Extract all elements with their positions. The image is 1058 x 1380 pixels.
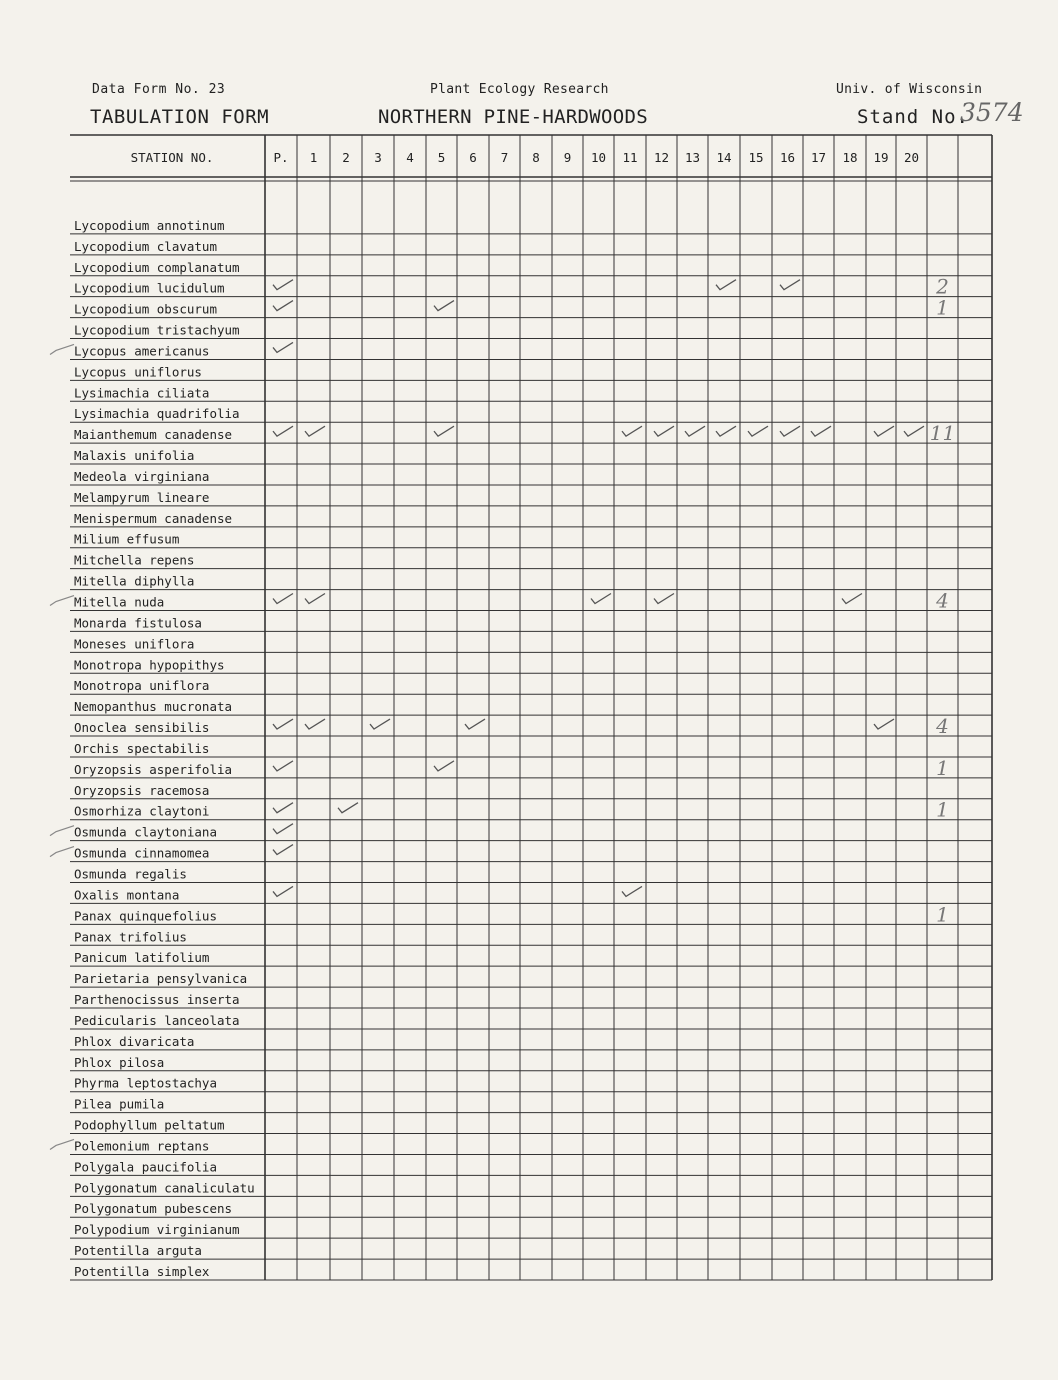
stand-label: Stand No. xyxy=(857,106,969,128)
species-name: Parietaria pensylvanica xyxy=(74,971,248,987)
station-number-header: STATION NO. xyxy=(130,150,214,165)
species-name: Menispermum canadense xyxy=(74,510,233,526)
species-name: Phyrma leptostachya xyxy=(74,1075,217,1091)
species-name: Malaxis unifolia xyxy=(74,448,195,464)
check-mark xyxy=(654,426,674,436)
station-column-header: 17 xyxy=(810,150,827,165)
species-name: Polygonatum canaliculatu xyxy=(74,1180,255,1196)
check-mark xyxy=(370,719,390,729)
species-name: Milium effusum xyxy=(74,531,180,547)
check-mark xyxy=(874,719,894,729)
species-name: Lycopodium complanatum xyxy=(74,259,240,275)
station-column-header: 4 xyxy=(406,150,414,165)
check-mark xyxy=(273,426,293,436)
station-column-header: 8 xyxy=(532,150,540,165)
species-name: Monarda fistulosa xyxy=(74,615,202,631)
margin-check-mark xyxy=(50,826,74,836)
check-mark xyxy=(842,594,862,604)
check-mark xyxy=(273,280,293,290)
station-tally: 4 xyxy=(936,714,949,739)
station-column-header: 5 xyxy=(437,150,446,165)
check-mark xyxy=(465,719,485,729)
species-name: Pedicularis lanceolata xyxy=(74,1012,240,1028)
check-mark xyxy=(338,803,358,813)
species-name: Mitella diphylla xyxy=(74,573,195,589)
species-name: Mitella nuda xyxy=(74,594,165,610)
check-mark xyxy=(874,426,894,436)
station-column-header: 18 xyxy=(842,150,858,165)
station-column-header: 16 xyxy=(779,150,796,165)
check-mark xyxy=(305,426,325,436)
check-mark xyxy=(273,719,293,729)
station-tally: 2 xyxy=(936,274,949,299)
species-name: Lycopodium obscurum xyxy=(74,301,217,317)
species-name: Panicum latifolium xyxy=(74,950,210,966)
species-name: Lycopodium lucidulum xyxy=(74,280,225,296)
station-column-header: 1 xyxy=(309,150,318,165)
species-name: Potentilla simplex xyxy=(74,1264,210,1279)
species-name: Osmunda regalis xyxy=(74,866,187,882)
check-mark xyxy=(305,594,325,604)
station-column-header: 9 xyxy=(563,150,572,165)
species-name: Polygonatum pubescens xyxy=(74,1201,233,1217)
station-column-header: 10 xyxy=(590,150,607,165)
station-column-header: 14 xyxy=(716,150,732,165)
check-mark xyxy=(716,280,736,290)
check-mark xyxy=(685,426,705,436)
form-number: Data Form No. 23 xyxy=(92,82,226,97)
check-mark xyxy=(654,594,674,604)
station-column-header: 2 xyxy=(342,150,350,165)
species-name: Lycopus americanus xyxy=(74,343,210,359)
station-tally: 1 xyxy=(936,295,949,320)
check-mark xyxy=(434,761,454,771)
species-name: Podophyllum peltatum xyxy=(74,1117,225,1133)
check-mark xyxy=(434,426,454,436)
species-name: Lycopus uniflorus xyxy=(74,364,202,380)
check-mark xyxy=(273,886,293,896)
species-name: Oryzopsis racemosa xyxy=(74,782,210,798)
check-mark xyxy=(273,761,293,771)
species-name: Monotropa hypopithys xyxy=(74,657,225,673)
check-mark xyxy=(716,426,736,436)
species-name: Pilea pumila xyxy=(74,1096,165,1112)
margin-check-mark xyxy=(50,847,74,857)
species-name: Onoclea sensibilis xyxy=(74,720,210,736)
check-mark xyxy=(305,719,325,729)
check-mark xyxy=(904,426,924,436)
species-name: Lysimachia quadrifolia xyxy=(74,406,240,422)
station-tally: 1 xyxy=(936,797,949,822)
station-column-header: 7 xyxy=(500,150,509,165)
check-mark xyxy=(622,426,642,436)
species-name: Phlox pilosa xyxy=(74,1054,165,1070)
station-column-header: 12 xyxy=(653,150,670,165)
species-name: Polemonium reptans xyxy=(74,1138,210,1154)
station-tally: 1 xyxy=(936,902,949,927)
station-column-header: 19 xyxy=(873,150,889,165)
check-mark xyxy=(780,280,800,290)
station-tally: 4 xyxy=(936,588,949,613)
university-name: Univ. of Wisconsin xyxy=(836,82,983,97)
species-name: Melampyrum lineare xyxy=(74,489,210,505)
species-name: Potentilla arguta xyxy=(74,1243,202,1259)
species-name: Parthenocissus inserta xyxy=(74,992,240,1008)
check-mark xyxy=(591,594,611,604)
check-mark xyxy=(273,803,293,813)
species-name: Panax quinquefolius xyxy=(74,908,217,924)
margin-check-mark xyxy=(50,596,74,606)
margin-check-mark xyxy=(50,1139,74,1149)
species-name: Oxalis montana xyxy=(74,887,180,903)
species-name: Maianthemum canadense xyxy=(74,427,233,443)
station-column-header: 11 xyxy=(622,150,638,165)
species-name: Osmunda claytoniana xyxy=(74,824,217,840)
species-name: Moneses uniflora xyxy=(74,636,195,652)
species-name: Mitchella repens xyxy=(74,552,195,568)
margin-check-mark xyxy=(50,344,74,354)
check-mark xyxy=(748,426,768,436)
stand-number-handwritten: 3574 xyxy=(960,98,1024,127)
check-mark xyxy=(273,824,293,834)
species-name: Osmorhiza claytoni xyxy=(74,803,210,819)
species-name: Polygala paucifolia xyxy=(74,1159,217,1175)
species-name: Medeola virginiana xyxy=(74,468,210,484)
species-name: Lysimachia ciliata xyxy=(74,385,210,401)
organization-name: Plant Ecology Research xyxy=(430,82,609,97)
station-column-header: P. xyxy=(273,150,289,165)
species-name: Lycopodium annotinum xyxy=(74,217,225,233)
species-name: Osmunda cinnamomea xyxy=(74,845,210,861)
species-name: Oryzopsis asperifolia xyxy=(74,761,233,777)
check-mark xyxy=(780,426,800,436)
check-mark xyxy=(434,301,454,311)
species-name: Polypodium virginianum xyxy=(74,1222,240,1238)
station-column-header: 13 xyxy=(684,150,701,165)
form-title: TABULATION FORM xyxy=(90,106,270,128)
check-mark xyxy=(811,426,831,436)
species-name: Panax trifolius xyxy=(74,929,187,945)
species-name: Monotropa uniflora xyxy=(74,678,210,694)
station-column-header: 20 xyxy=(903,150,920,165)
check-mark xyxy=(273,594,293,604)
species-name: Orchis spectabilis xyxy=(74,740,210,756)
species-name: Lycopodium tristachyum xyxy=(74,322,240,338)
station-column-header: 3 xyxy=(374,150,382,165)
station-column-header: 15 xyxy=(748,150,764,165)
station-column-header: 6 xyxy=(469,150,477,165)
species-name: Lycopodium clavatum xyxy=(74,238,217,254)
station-tally: 11 xyxy=(929,421,956,446)
station-tally: 1 xyxy=(936,755,949,780)
check-mark xyxy=(273,301,293,311)
species-name: Nemopanthus mucronata xyxy=(74,699,233,715)
check-mark xyxy=(273,845,293,855)
forest-type-title: NORTHERN PINE-HARDWOODS xyxy=(378,106,648,128)
check-mark xyxy=(273,342,293,352)
species-name: Phlox divaricata xyxy=(74,1033,195,1049)
check-mark xyxy=(622,886,642,896)
